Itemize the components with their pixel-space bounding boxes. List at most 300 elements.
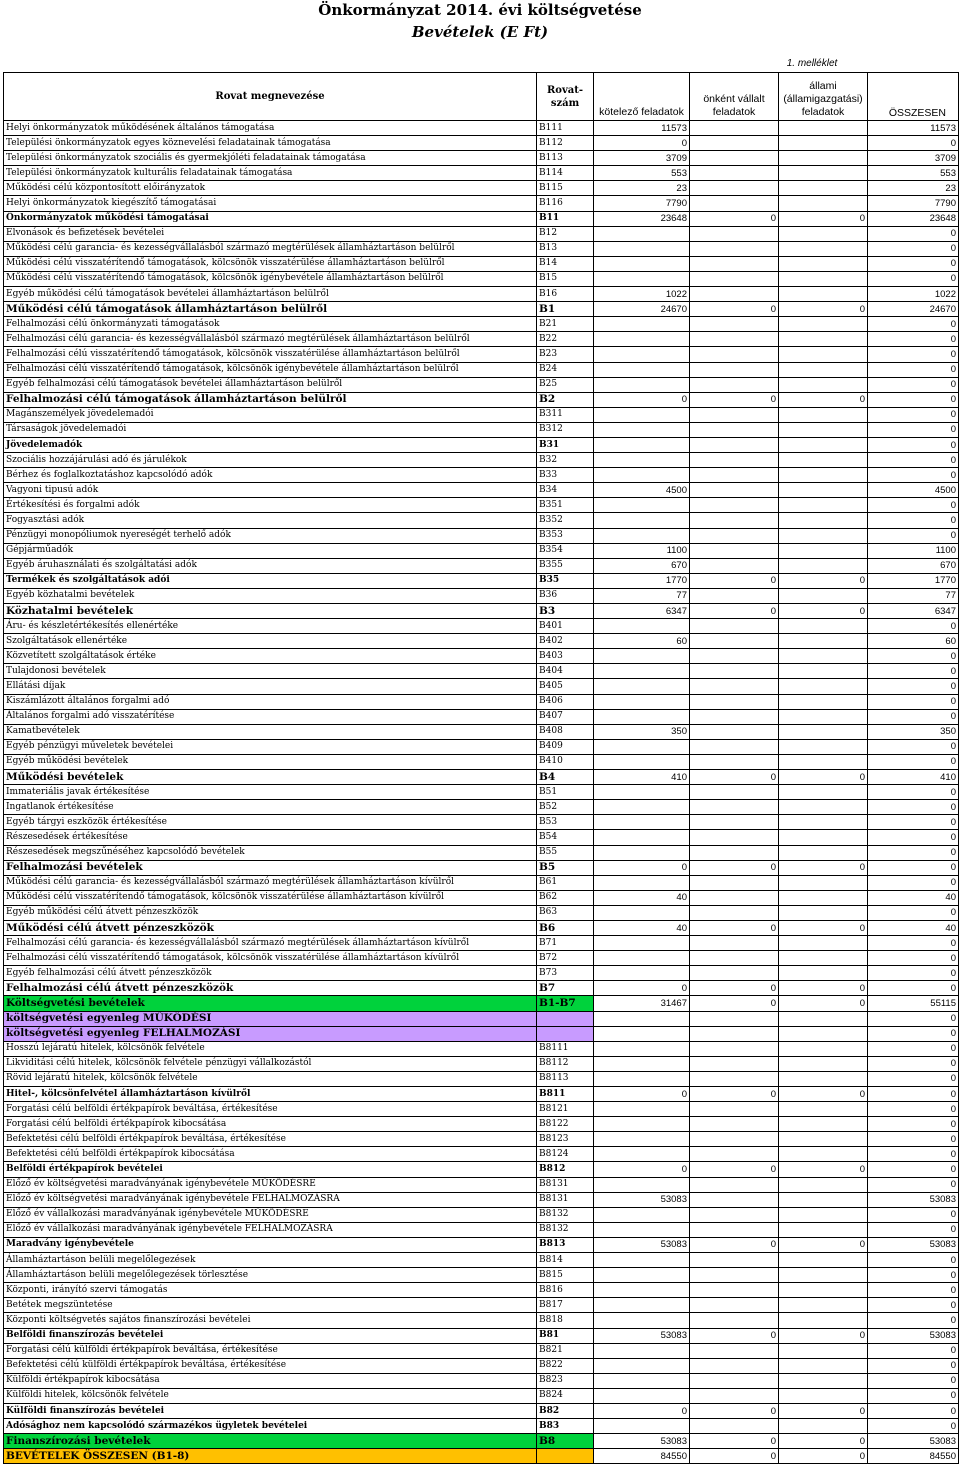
row-mandatory-value — [594, 1419, 690, 1434]
row-mandatory-value: 0 — [594, 1403, 690, 1418]
row-code — [537, 1449, 594, 1464]
table-row — [4, 951, 959, 966]
table-row — [4, 1358, 959, 1373]
revenue-table — [3, 72, 959, 1464]
row-voluntary-value — [690, 754, 779, 769]
row-name: Közvetített szolgáltatások értéke — [4, 649, 537, 664]
row-voluntary-value — [690, 407, 779, 422]
row-name: költségvetési egyenleg MŰKÖDÉSI — [4, 1011, 537, 1026]
row-code: B71 — [537, 936, 594, 951]
row-state-value — [779, 1056, 868, 1071]
row-code: B814 — [537, 1253, 594, 1268]
table-row — [4, 875, 959, 890]
row-code: B817 — [537, 1298, 594, 1313]
row-mandatory-value: 60 — [594, 634, 690, 649]
row-code: B72 — [537, 951, 594, 966]
row-name: Működési célú visszatérítendő támogatások, kölcsönök igénybevétele államháztartáson belülről — [4, 271, 537, 286]
row-total-value: 4500 — [868, 483, 959, 498]
row-code: B2 — [537, 392, 594, 407]
table-row — [4, 1237, 959, 1252]
row-state-value — [779, 1117, 868, 1132]
row-code — [537, 1026, 594, 1041]
row-state-value — [779, 739, 868, 754]
row-total-value: 84550 — [868, 1449, 959, 1464]
row-voluntary-value — [690, 1147, 779, 1162]
table-row — [4, 1132, 959, 1147]
row-voluntary-value: 0 — [690, 302, 779, 317]
row-total-value: 0 — [868, 513, 959, 528]
row-state-value — [779, 1026, 868, 1041]
row-total-value: 0 — [868, 619, 959, 634]
row-total-value: 0 — [868, 951, 959, 966]
row-state-value — [779, 679, 868, 694]
row-name: Települési önkormányzatok kulturális feladatainak támogatása — [4, 166, 537, 181]
row-state-value: 0 — [779, 1403, 868, 1418]
row-total-value: 0 — [868, 332, 959, 347]
row-voluntary-value — [690, 1419, 779, 1434]
row-code: B81 — [537, 1328, 594, 1343]
row-name: Helyi önkormányzatok kiegészítő támogatásai — [4, 196, 537, 211]
table-row — [4, 785, 959, 800]
row-mandatory-value: 4500 — [594, 483, 690, 498]
row-voluntary-value — [690, 1373, 779, 1388]
row-code: B111 — [537, 121, 594, 136]
table-row — [4, 1177, 959, 1192]
row-voluntary-value — [690, 649, 779, 664]
row-total-value: 0 — [868, 966, 959, 981]
row-total-value: 0 — [868, 498, 959, 513]
row-name: Befektetési célú belföldi értékpapírok kibocsátása — [4, 1147, 537, 1162]
row-total-value: 410 — [868, 770, 959, 785]
row-total-value: 0 — [868, 392, 959, 407]
row-name: Általános forgalmi adó visszatérítése — [4, 709, 537, 724]
row-state-value — [779, 437, 868, 452]
table-row — [4, 890, 959, 905]
row-state-value — [779, 709, 868, 724]
row-total-value: 24670 — [868, 302, 959, 317]
row-state-value — [779, 332, 868, 347]
table-row — [4, 241, 959, 256]
row-mandatory-value — [594, 754, 690, 769]
row-voluntary-value — [690, 121, 779, 136]
row-voluntary-value — [690, 1192, 779, 1207]
row-code: B352 — [537, 513, 594, 528]
row-code: B8124 — [537, 1147, 594, 1162]
row-mandatory-value: 0 — [594, 860, 690, 875]
row-code: B6 — [537, 920, 594, 935]
row-state-value — [779, 1177, 868, 1192]
row-voluntary-value — [690, 453, 779, 468]
row-voluntary-value — [690, 1388, 779, 1403]
row-total-value: 0 — [868, 1147, 959, 1162]
row-name: Felhalmozási célú átvett pénzeszközök — [4, 981, 537, 996]
row-mandatory-value: 0 — [594, 392, 690, 407]
row-state-value — [779, 845, 868, 860]
row-total-value: 0 — [868, 1041, 959, 1056]
row-voluntary-value — [690, 739, 779, 754]
row-mandatory-value: 11573 — [594, 121, 690, 136]
row-total-value: 0 — [868, 1343, 959, 1358]
row-voluntary-value — [690, 287, 779, 302]
row-name: Előző év költségvetési maradványának igénybevétele MŰKÖDÉSRE — [4, 1177, 537, 1192]
row-total-value: 0 — [868, 1026, 959, 1041]
row-code: B8132 — [537, 1207, 594, 1222]
row-total-value: 7790 — [868, 196, 959, 211]
row-code: B1-B7 — [537, 996, 594, 1011]
table-row — [4, 287, 959, 302]
row-state-value — [779, 951, 868, 966]
row-total-value: 53083 — [868, 1328, 959, 1343]
row-voluntary-value — [690, 332, 779, 347]
row-code: B83 — [537, 1419, 594, 1434]
row-total-value: 0 — [868, 709, 959, 724]
row-voluntary-value — [690, 785, 779, 800]
row-mandatory-value: 6347 — [594, 604, 690, 619]
row-voluntary-value — [690, 271, 779, 286]
table-row — [4, 256, 959, 271]
row-mandatory-value — [594, 739, 690, 754]
row-state-value — [779, 422, 868, 437]
row-code: B312 — [537, 422, 594, 437]
row-voluntary-value — [690, 1071, 779, 1086]
table-row — [4, 347, 959, 362]
row-voluntary-value — [690, 1343, 779, 1358]
row-mandatory-value: 3709 — [594, 151, 690, 166]
row-total-value: 0 — [868, 739, 959, 754]
row-mandatory-value — [594, 407, 690, 422]
row-total-value: 0 — [868, 860, 959, 875]
row-name: Belföldi finanszírozás bevételei — [4, 1328, 537, 1343]
row-name: Felhalmozási célú visszatérítendő támogatások, kölcsönök visszatérülése államháztartáson belülről — [4, 347, 537, 362]
row-state-value — [779, 1147, 868, 1162]
row-voluntary-value — [690, 724, 779, 739]
row-state-value — [779, 483, 868, 498]
row-total-value: 0 — [868, 317, 959, 332]
row-mandatory-value — [594, 498, 690, 513]
row-state-value — [779, 1313, 868, 1328]
row-mandatory-value: 7790 — [594, 196, 690, 211]
row-total-value: 0 — [868, 1177, 959, 1192]
table-row — [4, 196, 959, 211]
row-mandatory-value: 53083 — [594, 1237, 690, 1252]
row-voluntary-value — [690, 936, 779, 951]
row-state-value — [779, 543, 868, 558]
row-total-value: 0 — [868, 422, 959, 437]
row-state-value — [779, 1268, 868, 1283]
table-row — [4, 739, 959, 754]
row-voluntary-value: 0 — [690, 1237, 779, 1252]
row-total-value: 0 — [868, 1222, 959, 1237]
row-total-value: 0 — [868, 528, 959, 543]
row-code: B7 — [537, 981, 594, 996]
table-row — [4, 1373, 959, 1388]
row-code: B813 — [537, 1237, 594, 1252]
row-name: Immateriális javak értékesítése — [4, 785, 537, 800]
row-name: Települési önkormányzatok szociális és gyermekjóléti feladatainak támogatása — [4, 151, 537, 166]
row-state-value — [779, 136, 868, 151]
table-row — [4, 453, 959, 468]
row-voluntary-value — [690, 226, 779, 241]
row-voluntary-value — [690, 558, 779, 573]
row-voluntary-value — [690, 196, 779, 211]
row-voluntary-value — [690, 362, 779, 377]
row-name: Forgatási célú belföldi értékpapírok kibocsátása — [4, 1117, 537, 1132]
row-code: B36 — [537, 588, 594, 603]
row-mandatory-value — [594, 437, 690, 452]
row-name: Költségvetési bevételek — [4, 996, 537, 1011]
row-voluntary-value — [690, 679, 779, 694]
row-voluntary-value: 0 — [690, 1434, 779, 1449]
row-voluntary-value — [690, 966, 779, 981]
row-total-value: 670 — [868, 558, 959, 573]
row-mandatory-value — [594, 362, 690, 377]
table-header-row — [4, 73, 959, 121]
row-mandatory-value: 53083 — [594, 1192, 690, 1207]
row-voluntary-value — [690, 181, 779, 196]
row-name: Helyi önkormányzatok működésének általános támogatása — [4, 121, 537, 136]
row-code: B73 — [537, 966, 594, 981]
row-mandatory-value — [594, 347, 690, 362]
row-code: B816 — [537, 1283, 594, 1298]
row-mandatory-value: 410 — [594, 770, 690, 785]
table-row — [4, 528, 959, 543]
row-voluntary-value — [690, 1132, 779, 1147]
row-name: Elvonások és befizetések bevételei — [4, 226, 537, 241]
row-total-value: 0 — [868, 664, 959, 679]
row-name: Önkormányzatok működési támogatásai — [4, 211, 537, 226]
page-subtitle: Bevételek (E Ft) — [411, 23, 549, 41]
row-name: Előző év vállalkozási maradványának igénybevétele MŰKÖDÉSRE — [4, 1207, 537, 1222]
row-state-value — [779, 1343, 868, 1358]
row-state-value — [779, 528, 868, 543]
table-row — [4, 377, 959, 392]
row-mandatory-value — [594, 1388, 690, 1403]
table-row — [4, 1162, 959, 1177]
row-code: B33 — [537, 468, 594, 483]
row-name: Központi költségvetés sajátos finanszírozási bevételei — [4, 1313, 537, 1328]
row-state-value: 0 — [779, 302, 868, 317]
row-state-value — [779, 1041, 868, 1056]
row-state-value — [779, 1283, 868, 1298]
row-name: Részesedések értékesítése — [4, 830, 537, 845]
row-mandatory-value — [594, 1298, 690, 1313]
row-mandatory-value: 1022 — [594, 287, 690, 302]
row-name: Külföldi finanszírozás bevételei — [4, 1403, 537, 1418]
row-code: B311 — [537, 407, 594, 422]
table-row — [4, 815, 959, 830]
row-state-value — [779, 407, 868, 422]
row-state-value — [779, 634, 868, 649]
row-state-value — [779, 1358, 868, 1373]
row-state-value: 0 — [779, 1328, 868, 1343]
row-total-value: 0 — [868, 362, 959, 377]
row-mandatory-value — [594, 1056, 690, 1071]
row-code: B116 — [537, 196, 594, 211]
row-voluntary-value: 0 — [690, 860, 779, 875]
row-name: Működési célú visszatérítendő támogatások, kölcsönök visszatérülése államháztartáson belülről — [4, 256, 537, 271]
row-state-value — [779, 875, 868, 890]
row-total-value: 53083 — [868, 1237, 959, 1252]
row-code: B35 — [537, 573, 594, 588]
row-name: Belföldi értékpapírok bevételei — [4, 1162, 537, 1177]
row-total-value: 3709 — [868, 151, 959, 166]
row-state-value: 0 — [779, 392, 868, 407]
table-row — [4, 513, 959, 528]
row-state-value — [779, 558, 868, 573]
row-code: B82 — [537, 1403, 594, 1418]
row-voluntary-value — [690, 498, 779, 513]
row-code: B403 — [537, 649, 594, 664]
row-voluntary-value — [690, 543, 779, 558]
row-state-value — [779, 181, 868, 196]
row-name: Működési bevételek — [4, 770, 537, 785]
row-state-value — [779, 498, 868, 513]
row-code: B355 — [537, 558, 594, 573]
row-code: B8131 — [537, 1177, 594, 1192]
row-name: Fogyasztási adók — [4, 513, 537, 528]
table-row — [4, 634, 959, 649]
row-total-value: 77 — [868, 588, 959, 603]
row-code: B23 — [537, 347, 594, 362]
table-row — [4, 226, 959, 241]
row-code: B51 — [537, 785, 594, 800]
row-mandatory-value — [594, 1117, 690, 1132]
row-mandatory-value — [594, 815, 690, 830]
row-mandatory-value — [594, 936, 690, 951]
row-voluntary-value — [690, 256, 779, 271]
table-row — [4, 724, 959, 739]
row-name: költségvetési egyenleg FELHALMOZÁSI — [4, 1026, 537, 1041]
row-total-value: 0 — [868, 437, 959, 452]
row-mandatory-value — [594, 1132, 690, 1147]
column-header-code: Rovat-szám — [537, 73, 594, 121]
row-name: Áru- és készletértékesítés ellenértéke — [4, 619, 537, 634]
row-name: Befektetési célú külföldi értékpapírok beváltása, értékesítése — [4, 1358, 537, 1373]
row-state-value — [779, 1207, 868, 1222]
row-state-value — [779, 1388, 868, 1403]
table-row — [4, 1449, 959, 1464]
row-code: B4 — [537, 770, 594, 785]
row-voluntary-value — [690, 1117, 779, 1132]
row-name: Előző év költségvetési maradványának igénybevétele FELHALMOZÁSRA — [4, 1192, 537, 1207]
row-mandatory-value: 24670 — [594, 302, 690, 317]
table-row — [4, 468, 959, 483]
table-row — [4, 332, 959, 347]
row-state-value — [779, 966, 868, 981]
annex-label: 1. melléklet — [786, 58, 838, 69]
row-name: Jövedelemadók — [4, 437, 537, 452]
row-state-value — [779, 151, 868, 166]
column-header-state: állami (államigazgatási) feladatok — [779, 73, 868, 121]
table-row — [4, 573, 959, 588]
row-code: B821 — [537, 1343, 594, 1358]
row-total-value: 55115 — [868, 996, 959, 1011]
row-mandatory-value — [594, 830, 690, 845]
table-row — [4, 392, 959, 407]
row-total-value: 0 — [868, 800, 959, 815]
row-state-value — [779, 649, 868, 664]
row-name: Egyéb működési célú támogatások bevételei államháztartáson belülről — [4, 287, 537, 302]
row-name: Települési önkormányzatok egyes köznevelési feladatainak támogatása — [4, 136, 537, 151]
row-total-value: 0 — [868, 754, 959, 769]
row-mandatory-value — [594, 1177, 690, 1192]
table-row — [4, 1253, 959, 1268]
row-state-value — [779, 241, 868, 256]
row-code: B62 — [537, 890, 594, 905]
row-name: Közhatalmi bevételek — [4, 604, 537, 619]
table-row — [4, 498, 959, 513]
table-row — [4, 422, 959, 437]
row-name: Felhalmozási célú támogatások államháztartáson belülről — [4, 392, 537, 407]
row-mandatory-value: 1100 — [594, 543, 690, 558]
row-state-value — [779, 513, 868, 528]
row-state-value — [779, 317, 868, 332]
row-voluntary-value: 0 — [690, 981, 779, 996]
row-state-value: 0 — [779, 996, 868, 1011]
row-state-value — [779, 1192, 868, 1207]
row-total-value: 0 — [868, 453, 959, 468]
row-state-value — [779, 1071, 868, 1086]
row-total-value: 0 — [868, 830, 959, 845]
row-total-value: 0 — [868, 256, 959, 271]
row-voluntary-value — [690, 513, 779, 528]
row-state-value — [779, 1419, 868, 1434]
row-mandatory-value: 53083 — [594, 1434, 690, 1449]
row-voluntary-value — [690, 709, 779, 724]
table-row — [4, 543, 959, 558]
row-total-value: 0 — [868, 815, 959, 830]
table-row — [4, 800, 959, 815]
row-state-value — [779, 905, 868, 920]
row-code: B8113 — [537, 1071, 594, 1086]
row-name: Pénzügyi monopóliumok nyereségét terhelő adók — [4, 528, 537, 543]
row-name: Egyéb tárgyi eszközök értékesítése — [4, 815, 537, 830]
row-name: Forgatási célú belföldi értékpapírok beváltása, értékesítése — [4, 1102, 537, 1117]
row-mandatory-value — [594, 226, 690, 241]
row-total-value: 0 — [868, 1373, 959, 1388]
row-mandatory-value: 0 — [594, 1162, 690, 1177]
row-mandatory-value — [594, 951, 690, 966]
row-voluntary-value — [690, 1222, 779, 1237]
row-voluntary-value — [690, 634, 779, 649]
row-name: Egyéb közhatalmi bevételek — [4, 588, 537, 603]
row-code: B53 — [537, 815, 594, 830]
row-total-value: 0 — [868, 981, 959, 996]
row-voluntary-value — [690, 483, 779, 498]
row-state-value: 0 — [779, 1449, 868, 1464]
row-total-value: 0 — [868, 1268, 959, 1283]
row-mandatory-value — [594, 1253, 690, 1268]
table-row — [4, 151, 959, 166]
row-code: B12 — [537, 226, 594, 241]
row-mandatory-value — [594, 1222, 690, 1237]
row-code: B112 — [537, 136, 594, 151]
row-code: B8132 — [537, 1222, 594, 1237]
row-name: Kiszámlázott általános forgalmi adó — [4, 694, 537, 709]
table-row — [4, 136, 959, 151]
table-row — [4, 271, 959, 286]
row-code: B114 — [537, 166, 594, 181]
row-name: Központi, irányító szervi támogatás — [4, 1283, 537, 1298]
row-code: B5 — [537, 860, 594, 875]
row-voluntary-value — [690, 241, 779, 256]
row-state-value: 0 — [779, 1237, 868, 1252]
row-total-value: 0 — [868, 1207, 959, 1222]
row-voluntary-value — [690, 1358, 779, 1373]
row-state-value — [779, 619, 868, 634]
table-row — [4, 1343, 959, 1358]
row-code: B15 — [537, 271, 594, 286]
